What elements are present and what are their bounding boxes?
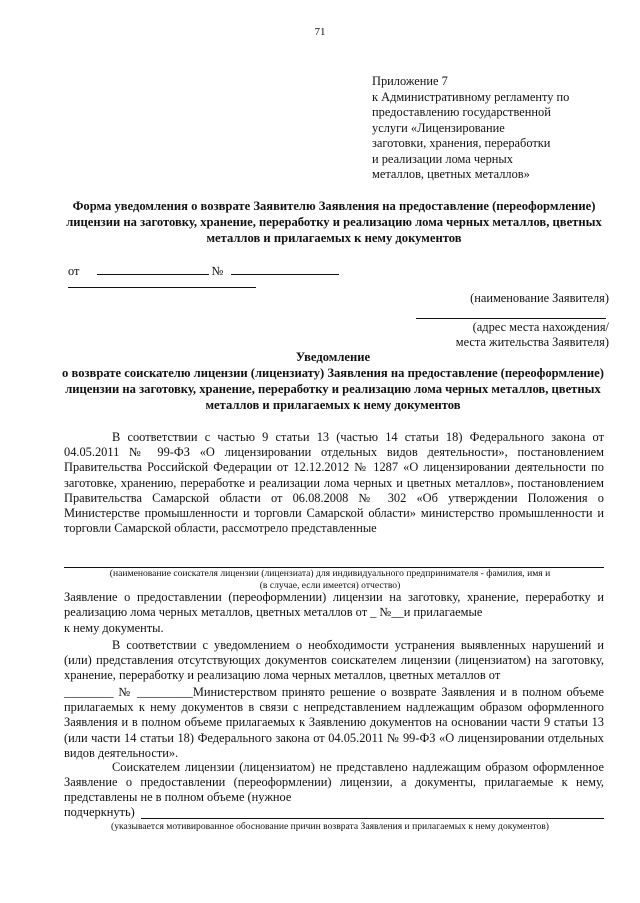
notice-subject: о возврате соискателю лицензии (лицензиату) Заявления на предоставление (переоформление) лицензии на заготовку, хранение, переработку и реализацию лома черных металлов, цветных металлов и прилагаемых к нему документов — [62, 366, 604, 412]
blank-line — [68, 287, 256, 288]
appendix-line: к Административному регламенту по — [372, 89, 570, 104]
reason-caption: (указывается мотивированное обоснование причин возврата Заявления и прилагаемых к нему документов) — [111, 821, 549, 832]
form-title: Форма уведомления о возврате Заявителю Заявления на предоставление (переоформление) лицензии на заготовку, хранение, переработку и реализацию лома черных металлов, цветных металлов и прилагаемых к нему документов — [66, 199, 602, 245]
paragraph-legal-basis: В соответствии с частью 9 статьи 13 (частью 14 статьи 18) Федерального закона от 04.05.2011 № 99-ФЗ «О лицензировании отдельных видов деятельности», постановлением Правительства Российской Федерации от 12.12.2012 № 1287 «О лицензировании деятельности по заготовке, хранению, переработке и реализации лома черных и цветных металлов», постановлением Правительства Самарской области от 06.08.2008 № 302 «Об утверждении Положения о Министерстве промышленности и торговли Самарской области» министерство промышленности и торговли Самарской области, рассмотрело представленные — [64, 430, 604, 536]
address-caption: (адрес места нахождения/ — [472, 320, 609, 334]
appendix-line: заготовки, хранения, переработки — [372, 136, 551, 150]
number-label: № — [211, 264, 224, 278]
appendix-block — [372, 74, 622, 183]
notice-title — [58, 349, 608, 413]
appendix-line: металлов, цветных металлов» — [372, 167, 530, 181]
appendix-line: предоставлению государственной — [372, 105, 551, 119]
notice-heading: Уведомление — [295, 350, 371, 364]
paragraph-decision: ________ № _________Министерством принято решение о возврате Заявления и в полном объеме прилагаемых к нему документов в связи с непредставлением надлежащим образом оформленного Заявления и в полном объеме прилагаемых к Заявлению документов на основании части 9 статьи 13 (или части 14 статьи 18) Федерального закона от 04.05.2011 № 99-ФЗ «О лицензировании отдельных видов деятельности». — [64, 685, 604, 760]
appendix-line: и реализации лома черных — [372, 151, 513, 166]
date-number-line — [68, 262, 339, 279]
paragraph-deficiency: Соискателем лицензии (лицензиатом) не представлено надлежащим образом оформленное Заявление о предоставлении (переоформлении) лицензии, а документы, прилагаемые к нему, представлены не в полном объеме (нужное — [64, 760, 604, 805]
appendix-line: услуги «Лицензирование — [372, 120, 505, 135]
applicant-name-caption: (наименование Заявителя) — [470, 291, 609, 305]
address-line — [416, 318, 606, 319]
paragraph-application: Заявление о предоставлении (переоформлении) лицензии на заготовку, хранение, переработку и реализацию лома черных металлов, цветных металлов от _ №__и прилагаемые — [64, 590, 604, 620]
page-number: 71 — [314, 26, 326, 38]
date-blank — [97, 262, 209, 275]
paragraph-deficiency: подчеркнуть) — [64, 805, 135, 819]
holder-name-caption: (в случае, если имеется) отчество) — [259, 580, 401, 591]
reason-line — [141, 818, 604, 819]
appendix-line: Приложение 7 — [372, 74, 448, 88]
holder-name-caption: (наименование соискателя лицензии (лицензиата) для индивидуального предпринимателя - фамилия, имя и — [109, 568, 551, 579]
from-label: от — [68, 264, 80, 278]
paragraph-decision: В соответствии с уведомлением о необходимости устранения выявленных нарушений и (или) представления отсутствующих документов соискателем лицензии (лицензиатом) на заготовку, хранение, переработку и реализацию лома черных металлов, цветных металлов от — [64, 638, 604, 683]
paragraph-application: к нему документы. — [64, 621, 164, 635]
address-caption: места жительства Заявителя) — [455, 335, 609, 349]
number-blank — [231, 262, 339, 275]
